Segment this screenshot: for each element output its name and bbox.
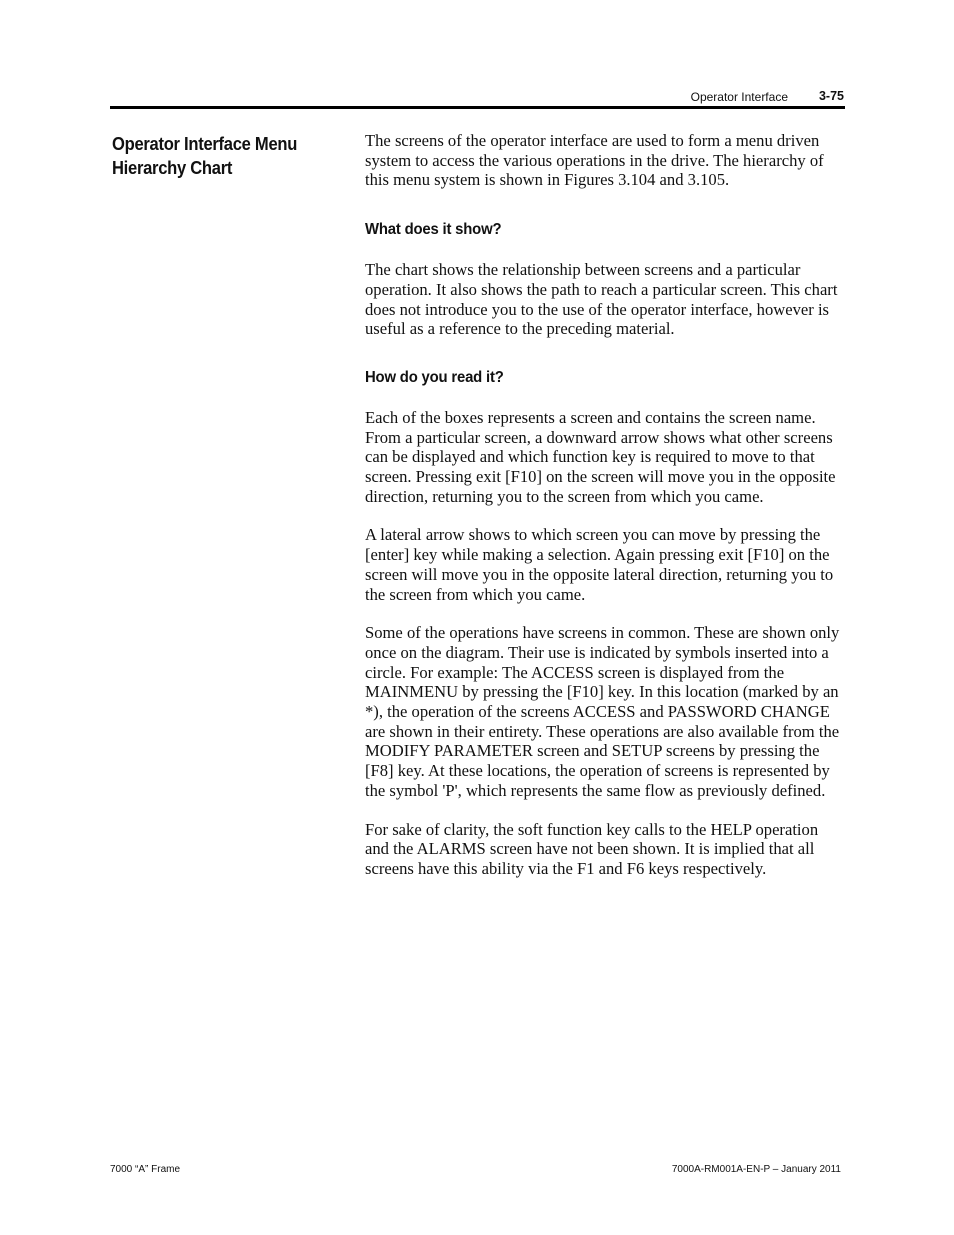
- how-do-you-read-it-heading: How do you read it?: [365, 368, 504, 386]
- header-rule: [110, 106, 845, 109]
- how-paragraph-4: For sake of clarity, the soft function key calls to the HELP operation and the ALARMS screen have not been shown. It is implied that all screens have this ability via the F1 and F6 keys respectively.: [365, 819, 819, 878]
- intro-paragraph: The screens of the operator interface are used to form a menu driven system to access the various operations in the drive. The hierarchy of this menu system is shown in Figures 3.104 and 3.105.: [365, 131, 824, 190]
- footer-left: 7000 “A” Frame: [110, 1164, 181, 1175]
- how-paragraph-3: Some of the operations have screens in common. These are shown only once on the diagram. Their use is indicated by symbols inserted into a circle. For example: The ACCESS screen is displayed from the MAINMENU by pressing the [F10] key. In this location (marked by an *), the operation of the screens ACCESS and PASSWORD CHANGE are shown in their entirety. These operations are also available from the MODIFY PARAMETER screen and SETUP screens by pressing the [F8] key. At these locations, the operation of screens is represented by the symbol 'P', which represents the same flow as previously defined.: [365, 623, 840, 800]
- how-paragraph-1: Each of the boxes represents a screen and contains the screen name. From a particular screen, a downward arrow shows what other screens can be displayed and which function key is required to move to that screen. Pressing exit [F10] on the screen will move you in the opposite direction, returning you to the screen from which you came.: [365, 407, 836, 506]
- header-section-name: Operator Interface: [690, 90, 788, 104]
- footer-right: 7000A-RM001A-EN-P – January 2011: [671, 1164, 841, 1175]
- what-paragraph: The chart shows the relationship between screens and a particular operation. It also shows the path to reach a particular screen. This chart does not introduce you to the use of the operator interface, however is useful as a reference to the preceding material.: [365, 260, 838, 339]
- page-header: [110, 88, 844, 108]
- what-does-it-show-heading: What does it show?: [365, 221, 502, 239]
- how-paragraph-2: A lateral arrow shows to which screen you can move by pressing the [enter] key while making a selection. Again pressing exit [F10] on the screen will move you in the opposite lateral direction, returning you to the screen from which you came.: [365, 525, 834, 604]
- section-heading: Operator Interface Menu Hierarchy Chart: [112, 134, 298, 178]
- body-content: [365, 131, 845, 879]
- header-page-number: 3-75: [818, 89, 844, 103]
